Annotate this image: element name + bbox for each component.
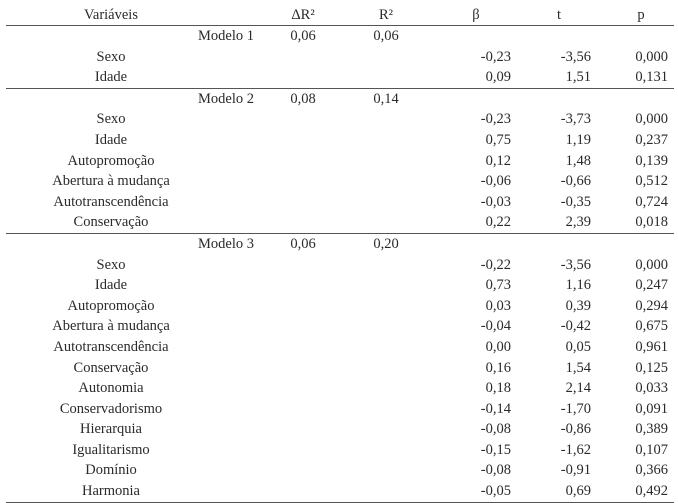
beta-value: -0,05	[480, 483, 511, 500]
table-row	[6, 171, 674, 192]
p-value: 0,512	[635, 173, 668, 190]
variable-name: Sexo	[96, 48, 126, 65]
p-value: 0,018	[635, 214, 668, 231]
table-row	[6, 151, 674, 172]
t-value: -1,70	[560, 400, 591, 417]
variable-name: Domínio	[85, 462, 137, 479]
beta-value: 0,09	[485, 69, 511, 86]
p-value: 0,107	[635, 441, 668, 458]
p-value: 0,139	[635, 152, 668, 169]
variable-name: Abertura à mudança	[52, 173, 170, 190]
t-value: 2,39	[565, 214, 591, 231]
header-r2: R²	[378, 7, 394, 23]
table-row	[6, 296, 674, 317]
beta-value: -0,08	[480, 421, 511, 438]
table-row	[6, 255, 674, 276]
p-value: 0,091	[635, 400, 668, 417]
t-value: -0,42	[560, 318, 591, 335]
beta-value: 0,73	[485, 277, 511, 294]
model-r2: 0,20	[373, 235, 399, 252]
header-beta: β	[472, 7, 480, 23]
variable-name: Autopromoção	[67, 152, 155, 169]
model-row	[6, 26, 674, 47]
variable-name: Sexo	[96, 256, 126, 273]
beta-value: 0,03	[485, 297, 511, 314]
t-value: 1,16	[565, 277, 591, 294]
table-row	[6, 440, 674, 461]
model-r2: 0,06	[373, 28, 399, 44]
table-row	[6, 67, 674, 88]
t-value: 2,14	[565, 380, 591, 397]
p-value: 0,000	[635, 111, 668, 128]
table-row	[6, 358, 674, 379]
table-row	[6, 460, 674, 481]
t-value: 0,69	[565, 483, 591, 500]
t-value: 1,54	[565, 359, 591, 376]
table-body	[6, 26, 674, 503]
beta-value: -0,15	[480, 441, 511, 458]
p-value: 0,724	[635, 193, 668, 210]
table-row	[6, 47, 674, 68]
table-row	[6, 275, 674, 296]
t-value: -3,56	[560, 48, 591, 65]
variable-name: Autotranscendência	[53, 338, 169, 355]
table-row	[6, 481, 674, 503]
beta-value: -0,03	[480, 193, 511, 210]
t-value: -0,66	[560, 173, 591, 190]
model-row	[6, 88, 674, 110]
p-value: 0,247	[635, 277, 668, 294]
p-value: 0,389	[635, 421, 668, 438]
beta-value: -0,08	[480, 462, 511, 479]
model-r2: 0,14	[373, 90, 399, 107]
t-value: -3,56	[560, 256, 591, 273]
p-value: 0,033	[635, 380, 668, 397]
table-row	[6, 337, 674, 358]
variable-name: Idade	[94, 131, 128, 148]
table-row	[6, 378, 674, 399]
model-label: Modelo 3	[198, 235, 254, 252]
t-value: 1,48	[565, 152, 591, 169]
t-value: 1,19	[565, 131, 591, 148]
model-label: Modelo 1	[198, 28, 254, 44]
p-value: 0,961	[635, 338, 668, 355]
variable-name: Autonomia	[78, 380, 144, 397]
header-delta-r2: ΔR²	[291, 7, 315, 23]
t-value: 1,51	[565, 69, 591, 86]
beta-value: -0,06	[480, 173, 511, 190]
variable-name: Autopromoção	[67, 297, 155, 314]
table-row	[6, 192, 674, 213]
model-delta-r2: 0,06	[290, 235, 316, 252]
p-value: 0,294	[635, 297, 668, 314]
t-value: -0,86	[560, 421, 591, 438]
beta-value: 0,75	[485, 131, 511, 148]
table-header	[6, 5, 674, 26]
table-row	[6, 212, 674, 233]
beta-value: -0,14	[480, 400, 511, 417]
model-delta-r2: 0,08	[290, 90, 316, 107]
table-row	[6, 419, 674, 440]
header-variaveis: Variáveis	[84, 7, 138, 23]
model-delta-r2: 0,06	[290, 28, 316, 44]
variable-name: Conservação	[73, 214, 149, 231]
variable-name: Hierarquia	[80, 421, 142, 438]
variable-name: Abertura à mudança	[52, 318, 170, 335]
table-row	[6, 130, 674, 151]
beta-value: -0,04	[480, 318, 511, 335]
beta-value: 0,18	[485, 380, 511, 397]
variable-name: Idade	[94, 277, 128, 294]
variable-name: Harmonia	[82, 483, 140, 500]
variable-name: Sexo	[96, 111, 126, 128]
p-value: 0,000	[635, 256, 668, 273]
table-row	[6, 399, 674, 420]
variable-name: Conservadorismo	[59, 400, 163, 417]
model-row	[6, 233, 674, 255]
table-row	[6, 109, 674, 130]
t-value: -3,73	[560, 111, 591, 128]
t-value: -0,91	[560, 462, 591, 479]
t-value: 0,05	[565, 338, 591, 355]
p-value: 0,366	[635, 462, 668, 479]
p-value: 0,000	[635, 48, 668, 65]
p-value: 0,675	[635, 318, 668, 335]
t-value: 0,39	[565, 297, 591, 314]
model-label: Modelo 2	[198, 90, 254, 107]
table-row	[6, 316, 674, 337]
variable-name: Conservação	[73, 359, 149, 376]
beta-value: -0,23	[480, 48, 511, 65]
variable-name: Igualitarismo	[72, 441, 150, 458]
p-value: 0,125	[635, 359, 668, 376]
regression-table	[6, 5, 674, 503]
p-value: 0,492	[635, 483, 668, 500]
header-p: p	[637, 7, 645, 23]
p-value: 0,237	[635, 131, 668, 148]
beta-value: -0,22	[480, 256, 511, 273]
beta-value: -0,23	[480, 111, 511, 128]
beta-value: 0,12	[485, 152, 511, 169]
variable-name: Autotranscendência	[53, 193, 169, 210]
t-value: -1,62	[560, 441, 591, 458]
beta-value: 0,00	[485, 338, 511, 355]
beta-value: 0,16	[485, 359, 511, 376]
t-value: -0,35	[560, 193, 591, 210]
beta-value: 0,22	[485, 214, 511, 231]
p-value: 0,131	[635, 69, 668, 86]
variable-name: Idade	[94, 69, 128, 86]
header-t: t	[556, 7, 562, 23]
